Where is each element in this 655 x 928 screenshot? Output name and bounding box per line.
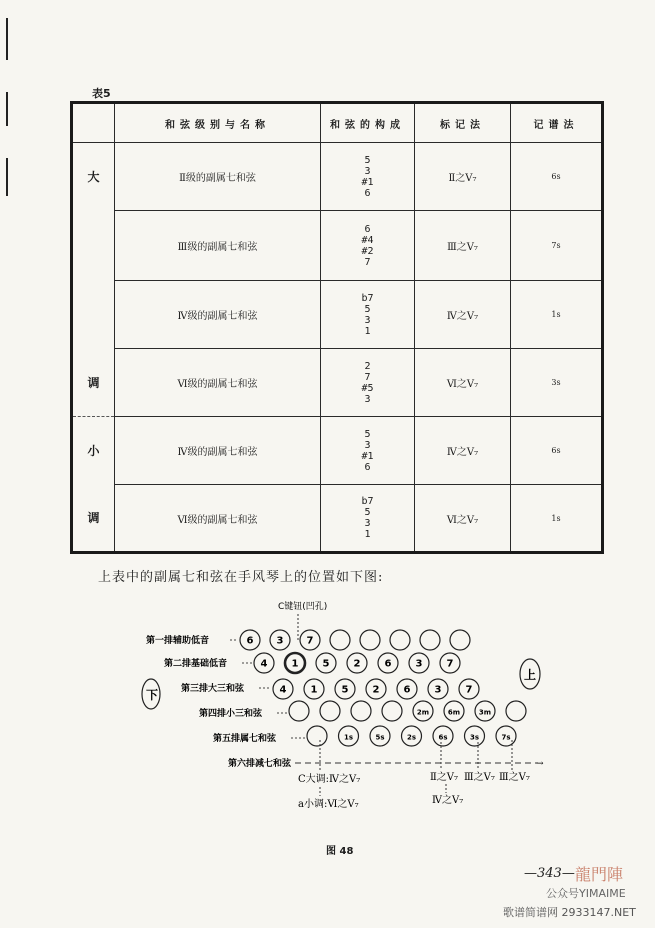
table-row — [72, 485, 603, 553]
chord-name: Ⅵ级的副属七和弦 — [115, 349, 321, 417]
table-caption: 表5 — [92, 87, 111, 100]
chord-name: Ⅱ级的副属七和弦 — [115, 143, 321, 211]
row-label: 第四排小三和弦 — [199, 709, 263, 719]
bass-button-label: 6m — [447, 708, 461, 717]
margin-mark — [6, 158, 8, 196]
watermark-site: 歌谱简谱网 2933147.NET — [503, 906, 636, 919]
bass-button-label: 3 — [434, 684, 442, 696]
chord-name: Ⅳ级的副属七和弦 — [115, 281, 321, 349]
row-label: 第一排辅助低音 — [146, 636, 210, 646]
chord-note: 5 — [364, 428, 371, 440]
side-left-label: 下 — [146, 688, 159, 702]
header-composition: 和弦的构成 — [321, 103, 415, 143]
header-notation: 记谱法 — [511, 103, 603, 143]
table-row — [72, 281, 603, 349]
mode-cell: 调 — [72, 485, 115, 553]
c-button-label: C键钮(凹孔) — [278, 602, 328, 612]
chord-note: 6 — [364, 223, 371, 235]
bass-button — [330, 630, 350, 650]
mode-cell — [72, 211, 115, 281]
chord-note: 2 — [364, 360, 371, 372]
bass-button — [450, 630, 470, 650]
bass-button-label: 3m — [478, 708, 492, 717]
bass-button — [307, 726, 327, 746]
chord-symbol: Ⅵ之V₇ — [415, 349, 511, 417]
chord-notes — [321, 211, 415, 281]
chord-fingering: 6s — [511, 417, 603, 485]
ii-v7-label: Ⅱ之V₇ — [430, 772, 459, 783]
row-label: 第五排属七和弦 — [213, 734, 277, 744]
row-label: 第六排减七和弦 — [228, 759, 292, 769]
chord-note: 6 — [364, 461, 371, 473]
bass-button-label: 3s — [469, 733, 480, 742]
chord-note: #4 — [361, 234, 374, 246]
figure-caption: 图 48 — [326, 846, 354, 857]
bass-button — [506, 701, 526, 721]
bass-button-label: 1 — [291, 658, 299, 670]
bass-button-label: 6 — [403, 684, 411, 696]
bass-button — [289, 701, 309, 721]
iii-v7-label-a: Ⅲ之V₇ — [464, 772, 495, 783]
chord-fingering: 1s — [511, 281, 603, 349]
bass-button-label: 2m — [416, 708, 430, 717]
chord-note: #5 — [361, 382, 374, 394]
row6-arrow: → — [536, 759, 544, 769]
table-row — [72, 349, 603, 417]
mode-cell — [72, 281, 115, 349]
row-label: 第二排基础低音 — [164, 659, 228, 669]
side-left — [142, 679, 160, 709]
chord-notes — [321, 349, 415, 417]
bass-button-label: 2 — [372, 684, 380, 696]
bass-button-label: 3 — [276, 635, 284, 647]
header-symbol: 标记法 — [415, 103, 511, 143]
bass-button-label: 1s — [343, 733, 354, 742]
c-major-label: C大调:Ⅳ之V₇ — [298, 774, 361, 785]
chord-note: 7 — [364, 256, 371, 268]
bass-button-label: 6 — [384, 658, 392, 670]
accordion-bass-diagram — [0, 590, 655, 840]
chord-symbol: Ⅱ之V₇ — [415, 143, 511, 211]
mode-cell: 调 — [72, 349, 115, 417]
chord-symbol: Ⅳ之V₇ — [415, 417, 511, 485]
chord-note: b7 — [361, 496, 374, 507]
bass-button — [382, 701, 402, 721]
chord-note: #1 — [361, 450, 374, 462]
side-right-label: 上 — [524, 668, 537, 682]
bass-button-label: 6s — [438, 733, 448, 742]
chord-fingering: 1s — [511, 485, 603, 553]
chord-notes — [321, 417, 415, 485]
a-minor-label: a小调:Ⅵ之V₇ — [298, 799, 359, 810]
watermark-wechat: 公众号YIMAIME — [546, 887, 626, 900]
header-name: 和弦级别与名称 — [115, 103, 321, 143]
watermark-logo: 龍門陣 — [575, 865, 624, 884]
chord-note: 7 — [364, 371, 371, 383]
bass-button-label: 1 — [310, 684, 318, 696]
bass-buttons — [240, 630, 526, 746]
bass-button — [360, 630, 380, 650]
page-number: —343— — [524, 866, 575, 881]
table-body — [72, 143, 603, 553]
bass-button — [351, 701, 371, 721]
bass-button-label: 3 — [415, 658, 423, 670]
bass-button-label: 2s — [406, 733, 417, 742]
bass-button — [390, 630, 410, 650]
chord-symbol: Ⅵ之V₇ — [415, 485, 511, 553]
margin-mark — [6, 18, 8, 60]
side-right — [520, 659, 540, 689]
bass-button-label: 7 — [446, 658, 454, 670]
intro-text: 上表中的副属七和弦在手风琴上的位置如下图: — [98, 570, 384, 585]
chord-note: 5 — [364, 507, 371, 518]
bass-button-label: 5 — [341, 684, 349, 696]
chord-name: Ⅵ级的副属七和弦 — [115, 485, 321, 553]
bass-button — [420, 630, 440, 650]
header-empty — [72, 103, 115, 143]
chord-note: 5 — [364, 154, 371, 166]
row-labels — [146, 634, 306, 769]
row-label: 第三排大三和弦 — [181, 684, 245, 694]
iii-v7-label-b: Ⅲ之V₇ — [499, 772, 530, 783]
bass-button-label: 7 — [465, 684, 473, 696]
bass-button-label: 2 — [353, 658, 361, 670]
table-header-row — [72, 103, 603, 143]
chord-note: 3 — [364, 393, 371, 405]
chord-symbol: Ⅳ之V₇ — [415, 281, 511, 349]
chord-fingering: 3s — [511, 349, 603, 417]
chord-note: #2 — [361, 245, 374, 257]
chord-notes — [321, 485, 415, 553]
chord-note: 1 — [364, 529, 371, 540]
table-row — [72, 143, 603, 211]
chord-note: 3 — [364, 439, 371, 451]
chord-fingering: 7s — [511, 211, 603, 281]
bass-button-label: 4 — [279, 684, 287, 696]
chord-notes — [321, 281, 415, 349]
chord-note: 3 — [364, 165, 371, 177]
chord-note: 3 — [364, 518, 371, 529]
bass-button-label: 7s — [501, 733, 511, 742]
chord-name: Ⅳ级的副属七和弦 — [115, 417, 321, 485]
bass-button — [320, 701, 340, 721]
chord-name: Ⅲ级的副属七和弦 — [115, 211, 321, 281]
bass-button-label: 7 — [306, 635, 314, 647]
chord-table — [70, 101, 604, 554]
chord-note: 3 — [364, 314, 371, 326]
chord-note: 1 — [364, 325, 371, 337]
margin-mark — [6, 92, 8, 126]
mode-cell: 小 — [72, 417, 115, 485]
bass-button-label: 4 — [260, 658, 268, 670]
table-row — [72, 417, 603, 485]
chord-note: 5 — [364, 303, 371, 315]
chord-symbol: Ⅲ之V₇ — [415, 211, 511, 281]
bottom-labels — [298, 740, 530, 810]
chord-note: 6 — [364, 187, 371, 199]
chord-fingering: 6s — [511, 143, 603, 211]
bass-button-label: 5s — [375, 733, 385, 742]
bass-button-label: 5 — [322, 658, 330, 670]
bass-button-label: 6 — [246, 635, 254, 647]
chord-notes — [321, 143, 415, 211]
chord-note: #1 — [361, 176, 374, 188]
chord-note: b7 — [361, 292, 374, 304]
mode-cell: 大 — [72, 143, 115, 211]
table-row — [72, 211, 603, 281]
iv-v7-label: Ⅳ之V₇ — [432, 795, 464, 806]
